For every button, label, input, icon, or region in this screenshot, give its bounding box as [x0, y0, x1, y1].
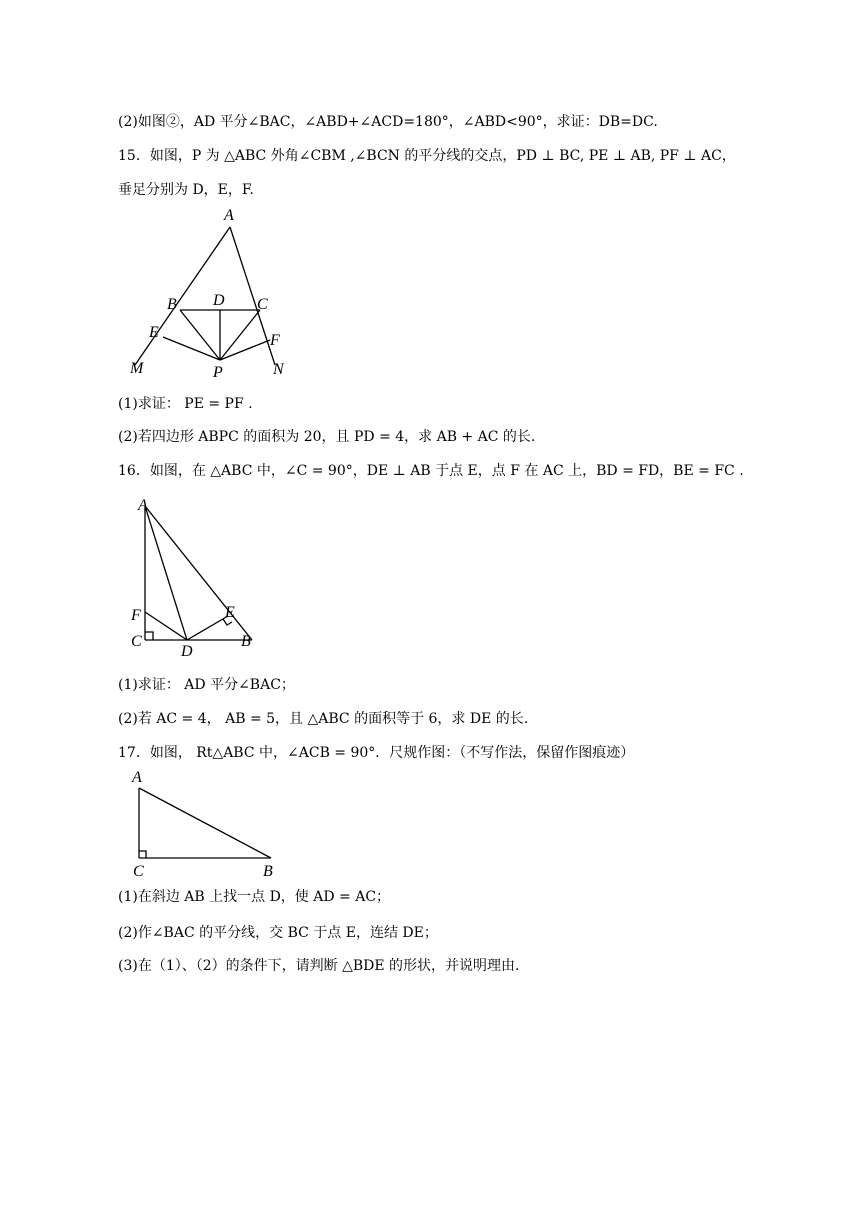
label-A: A: [132, 769, 142, 786]
label-E: E: [149, 324, 159, 341]
q16-part2: (2)若 AC = 4， AB = 5，且 △ABC 的面积等于 6，求 DE 的长.: [118, 711, 529, 727]
q16-part1: (1)求证： AD 平分∠BAC；: [118, 677, 295, 693]
label-A: A: [224, 207, 234, 224]
label-F: F: [270, 332, 280, 349]
q15-part2: (2)若四边形 ABPC 的面积为 20，且 PD = 4，求 AB + AC 的长.: [118, 429, 536, 445]
label-N: N: [273, 361, 284, 378]
label-P: P: [213, 364, 223, 380]
figure-17: [125, 768, 285, 887]
label-M: M: [130, 360, 144, 377]
q16-stem: 16．如图，在 △ABC 中，∠C = 90°，DE ⊥ AB 于点 E，点 F 在 AC 上，BD = FD，BE = FC .: [118, 463, 744, 479]
q14-part2: (2)如图②，AD 平分∠BAC，∠ABD+∠ACD=180°，∠ABD<90°，求证：DB=DC.: [118, 114, 658, 130]
label-B: B: [263, 863, 273, 880]
label-E: E: [225, 604, 235, 621]
q17-part3: (3)在（1）、（2）的条件下，请判断 △BDE 的形状，并说明理由.: [118, 958, 520, 974]
label-B: B: [241, 633, 251, 650]
label-F: F: [131, 607, 141, 624]
q15-stem-cont: 垂足分别为 D，E，F.: [118, 182, 254, 198]
figure-16: [125, 492, 265, 666]
label-C: C: [257, 296, 268, 313]
label-C: C: [133, 863, 144, 880]
q17-part1: (1)在斜边 AB 上找一点 D，使 AD = AC；: [118, 889, 391, 905]
label-D: D: [181, 643, 193, 660]
label-A: A: [138, 497, 148, 514]
label-D: D: [213, 292, 225, 309]
q15-part1: (1)求证： PE = PF .: [118, 396, 253, 412]
q17-stem: 17．如图， Rt△ABC 中，∠ACB = 90°．尺规作图：（不写作法，保留作图痕迹）: [118, 745, 635, 761]
figure-15: [125, 205, 295, 384]
q17-part2: (2)作∠BAC 的平分线，交 BC 于点 E，连结 DE；: [118, 925, 438, 941]
label-B: B: [167, 296, 177, 313]
q15-stem: 15．如图，P 为 △ABC 外角∠CBM ,∠BCN 的平分线的交点，PD ⊥ BC, PE ⊥ AB, PF ⊥ AC，: [118, 148, 736, 164]
label-C: C: [131, 633, 142, 650]
